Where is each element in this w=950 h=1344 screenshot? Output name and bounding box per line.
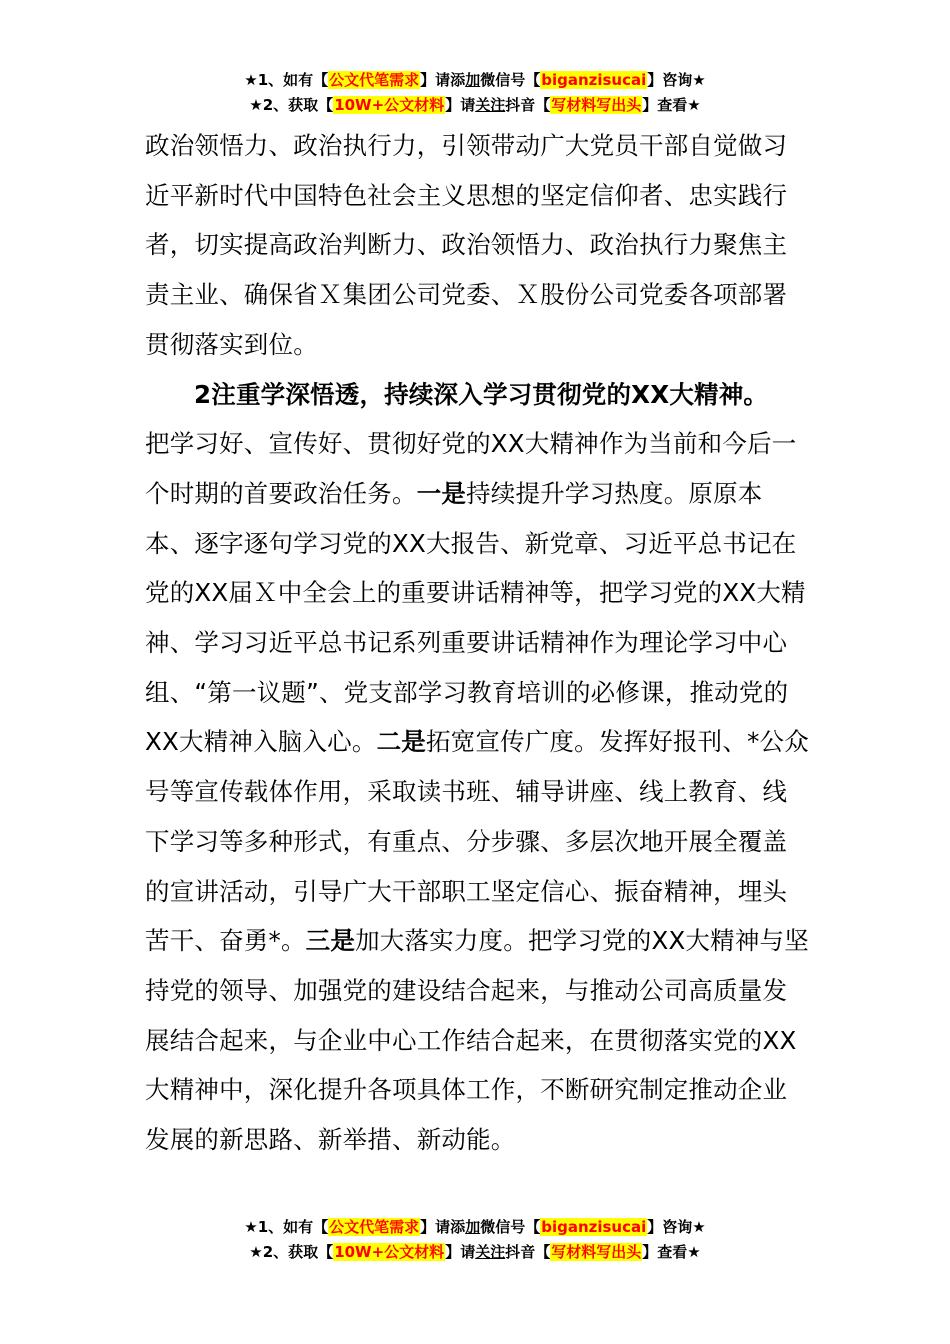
paragraph-text: 加大落实力度。把学习党的XX大精神与坚持党的领导、加强党的建设结合起来，与推动公司高质量发展结合起来，与企业中心工作结合起来，在贯彻落实党的XX大精神中，深化提升各项具体工作，不断研究制定推动企业发展的新思路、新举措、新动能。 [145, 926, 809, 1155]
promo-highlight: biganzisucai [541, 1218, 647, 1236]
promo-text: 1、如有【 [257, 1218, 329, 1236]
star-icon: ★ [249, 1243, 263, 1261]
promo-text: 】请添 [420, 1218, 466, 1236]
promo-text: 】请添 [420, 71, 466, 89]
star-icon: ★ [249, 96, 263, 114]
promo-line-2 [0, 93, 950, 118]
promo-underlined: 加 [465, 1218, 481, 1236]
promo-text: 】查看★ [642, 96, 701, 114]
paragraph [145, 419, 810, 1165]
paragraph: 政治领悟力、政治执行力，引领带动广大党员干部自觉做习近平新时代中国特色社会主义思想的坚定信仰者、忠实践行者，切实提高政治判断力、政治领悟力、政治执行力聚焦主责主业、确保省Ｘ集团公司党委、Ｘ股份公司党委各项部署贯彻落实到位。 [145, 131, 788, 359]
promo-underlined: 加 [465, 71, 481, 89]
bold-marker: 三是 [305, 926, 356, 956]
promo-text: 微信号【 [480, 71, 541, 89]
promo-text: 】请 [445, 1243, 476, 1261]
promo-text: 2、获取【 [262, 1243, 334, 1261]
promo-underlined: 关注 [475, 1243, 506, 1261]
bold-marker: 二是 [376, 727, 426, 757]
promo-text: 抖音【 [505, 96, 551, 114]
promo-highlight: 公文代笔需求 [329, 71, 420, 89]
promo-highlight: 10W+公文材料 [334, 1243, 445, 1261]
promo-highlight: 写材料写出头 [551, 96, 642, 114]
promo-text: 1、如有【 [257, 71, 329, 89]
promo-underlined: 关注 [475, 96, 506, 114]
promo-text: 】咨询★ [647, 71, 706, 89]
promo-highlight: 写材料写出头 [551, 1243, 642, 1261]
section-heading: 2注重学深悟透，持续深入学习贯彻党的XX大精神。 [194, 379, 769, 409]
promo-highlight: 10W+公文材料 [334, 96, 445, 114]
bold-marker: 一是 [416, 478, 467, 508]
paragraph-text: 拓宽宣传广度。发挥好报刊、*公众号等宣传载体作用，采取读书班、辅导讲座、线上教育、线下学习等多种形式，有重点、分步骤、多层次地开展全覆盖的宣讲活动，引导广大干部职工坚定信心、振奋精神，埋头苦干、奋勇*。 [145, 727, 809, 956]
promo-highlight: 公文代笔需求 [329, 1218, 420, 1236]
promo-text: 】请 [445, 96, 476, 114]
promo-text: 】查看★ [642, 1243, 701, 1261]
promo-line-2 [0, 1240, 950, 1265]
star-icon: ★ [244, 1218, 258, 1236]
promo-text: 】咨询★ [647, 1218, 706, 1236]
promo-text: 微信号【 [480, 1218, 541, 1236]
promo-text: 抖音【 [505, 1243, 551, 1261]
promo-text: 2、获取【 [262, 96, 334, 114]
footer-promo-banner [0, 1215, 950, 1265]
header-promo-banner [0, 68, 950, 118]
promo-line-1 [0, 68, 950, 93]
document-body [145, 121, 810, 1165]
promo-line-1 [0, 1215, 950, 1240]
paragraph-text: 持续提升学习热度。原原本本、逐字逐句学习党的XX大报告、新党章、习近平总书记在党的XX届Ｘ中全会上的重要讲话精神等，把学习党的XX大精神、学习习近平总书记系列重要讲话精神作为理论学习中心组、“第一议题”、党支部学习教育培训的必修课，推动党的XX大精神入脑入心。 [145, 478, 806, 757]
star-icon: ★ [244, 71, 258, 89]
promo-highlight: biganzisucai [541, 71, 647, 89]
paragraph-text: 把学习好、宣传好、贯彻好党的XX大精神作为当前和今后一个时期的首要政治任务。 [145, 429, 797, 508]
